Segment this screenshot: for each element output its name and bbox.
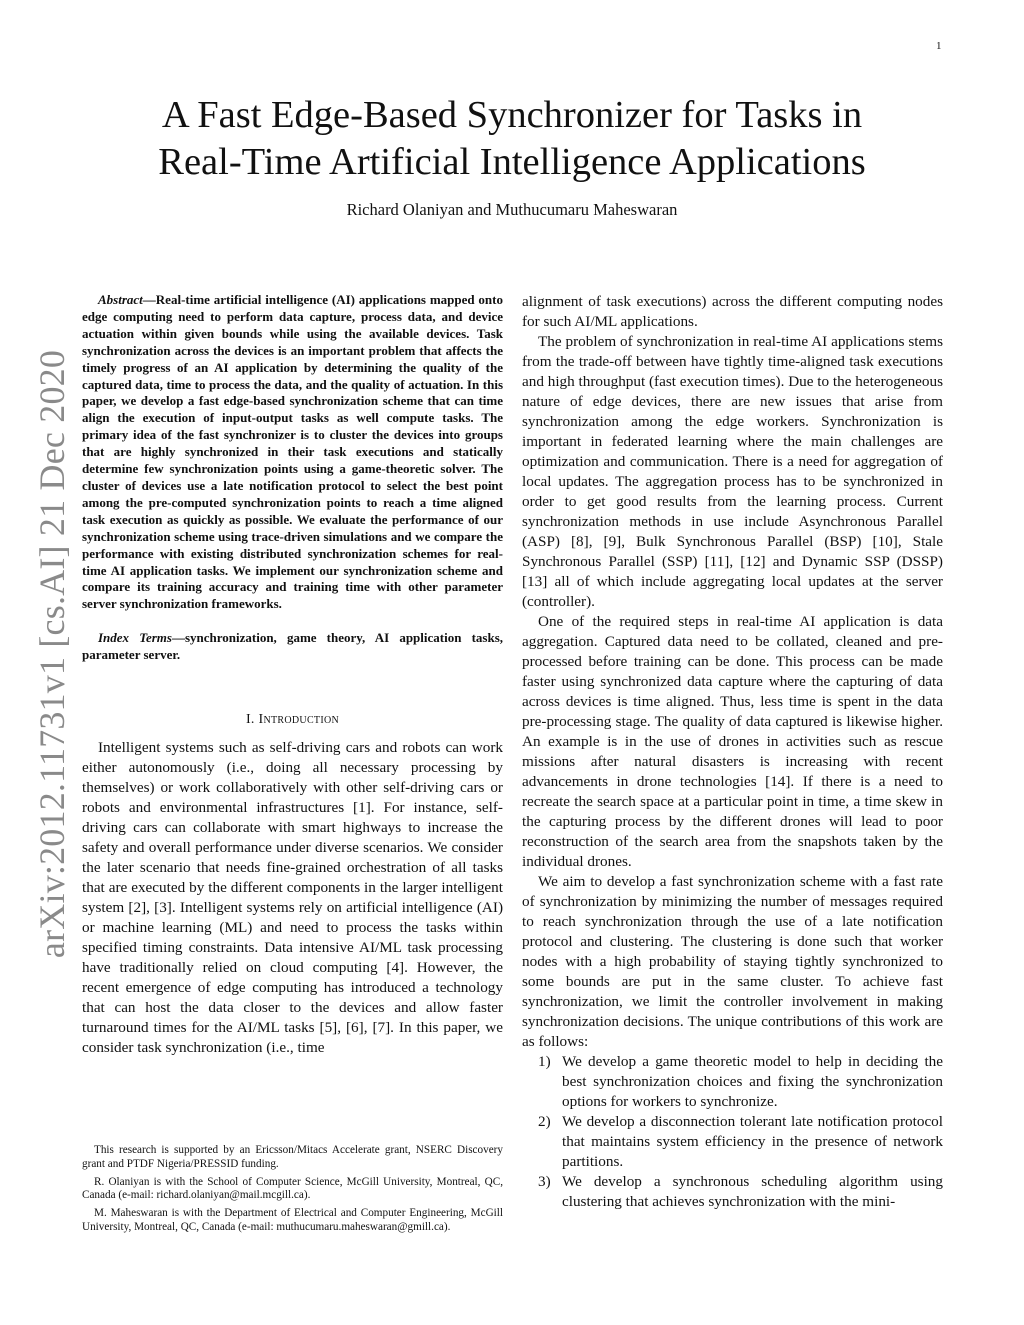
intro-continuation: alignment of task executions) across the different computing nodes for such AI/ML applications.	[522, 293, 943, 330]
page-number: 1	[936, 40, 942, 52]
index-terms	[82, 630, 503, 664]
title-line-1: A Fast Edge-Based Synchronizer for Tasks in	[161, 94, 863, 136]
intro-paragraph-1: Intelligent systems such as self-driving cars and robots can work either autonomously (i.e., doing all necessary processing by themselves) or work collaboratively with other self-driving cars or robots and environmental infrastructures [1]. For instance, self-driving cars can collaborate with smart highways to increase the safety and overall performance under diverse scenarios. We consider the later scenario that needs fine-grained orchestration of all tasks that are executed by the different components in the larger intelligent system [2], [3]. Intelligent systems rely on artificial intelligence (AI) or machine learning (ML) and need to process the tasks within specified timing constraints. Data intensive AI/ML task processing have traditionally relied on cloud computing [4]. However, the recent emergence of edge computing has introduced a technology that can host the data closer to the devices and allow faster turnaround times for the AI/ML tasks [5], [6], [7]. In this paper, we consider task synchronization (i.e., time	[82, 739, 503, 1057]
left-column	[82, 292, 503, 1058]
section-number: I.	[245, 712, 259, 728]
abstract	[82, 292, 503, 613]
contribution-list	[522, 1052, 943, 1212]
list-item-number: 2)	[538, 1113, 551, 1130]
footnote-author-2: M. Maheswaran is with the Department of Electrical and Computer Engineering, McGill University, Montreal, QC, Canada (e-mail: muthucumaru.maheswaran@gmill.ca).	[82, 1207, 503, 1233]
abstract-text: —Real-time artificial intelligence (AI) applications mapped onto edge computing need to perform data capture, process data, and device actuation within given bounds while using the available devices. Task synchronization across the devices is an important problem that affects the timely progress of an AI application by determining the quality of the captured data, time to process the data, and the quality of actuation. In this paper, we develop a fast edge-based synchronization scheme that can time align the execution of input-output tasks as well compute tasks. The primary idea of the fast synchronizer is to cluster the devices into groups that are highly synchronized in their task executions and statically determine few synchronization points using a game-theoretic solver. The cluster of devices use a late notification protocol to select the best point among the pre-computed synchronization points to reach a time aligned task execution as quickly as possible. We evaluate the performance of our synchronization scheme using trace-driven simulations and we compare the performance with existing distributed synchronization schemes for real-time AI application tasks. We implement our synchronization scheme and compare its training accuracy and training time with other parameter server synchronization frameworks.	[82, 292, 503, 612]
list-item-text: We develop a game theoretic model to help in deciding the best synchronization choices and fixing the synchronization options for workers to synchronize.	[562, 1053, 943, 1110]
footnote-author-1: R. Olaniyan is with the School of Computer Science, McGill University, Montreal, QC, Canada (e-mail: richard.olaniyan@mail.mcgill.ca).	[82, 1175, 503, 1202]
list-item-text: We develop a disconnection tolerant late notification protocol that maintains system efficiency in the presence of network partitions.	[562, 1113, 943, 1170]
list-item	[522, 1052, 943, 1112]
footnotes	[82, 1144, 503, 1239]
list-item-text: We develop a synchronous scheduling algorithm using clustering that achieves synchronization with the mini-	[562, 1173, 943, 1210]
index-terms-label: Index Terms	[98, 630, 172, 646]
title-line-2: Real-Time Artificial Intelligence Applications	[158, 141, 866, 183]
paper-title	[0, 92, 1024, 186]
intro-paragraph-2: The problem of synchronization in real-time AI applications stems from the trade-off between have tightly time-aligned task executions and high throughput (fast execution times). Due to the heterogeneous nature of edge devices, there are new issues that arise from synchronization among the edge workers. Synchronization is important in federated learning where the main challenges are optimization and communication. There is a need for aggregation of local updates. The aggregation process has to be synchronized in order to get good results from the learning process. Current synchronization methods in use include Asynchronous Parallel (ASP) [8], [9], Bulk Synchronous Parallel (BSP) [10], Stale Synchronous Parallel (SSP) [11], [12] and Dynamic SSP (DSSP) [13] all of which include aggregating local updates at the server (controller).	[522, 333, 943, 610]
footnote-funding: This research is supported by an Ericsson/Mitacs Accelerate grant, NSERC Discovery grant and PTDF Nigeria/PRESSID funding.	[82, 1144, 503, 1170]
list-item-number: 1)	[538, 1053, 551, 1070]
abstract-label: Abstract	[98, 292, 143, 307]
intro-paragraph-4: We aim to develop a fast synchronization scheme with a fast rate of synchronization by minimizing the number of messages required to reach synchronization through the use of a late notification protocol and clustering. The clustering is done such that worker nodes with a high probability of staying tightly synchronized to some bounds are put in the same cluster. To achieve fast synchronization, we limit the controller involvement in making synchronization decisions. The unique contributions of this work are as follows:	[522, 873, 943, 1050]
list-item-number: 3)	[538, 1173, 551, 1190]
arxiv-stamp-text: arXiv:2012.11731v1 [cs.AI] 21 Dec 2020	[32, 349, 72, 959]
right-column	[522, 292, 943, 1212]
list-item	[522, 1112, 943, 1172]
list-item	[522, 1172, 943, 1212]
section-title: Introduction	[258, 712, 340, 728]
index-terms-text: —synchronization, game theory, AI application tasks, parameter server.	[82, 630, 503, 663]
intro-paragraph-3: One of the required steps in real-time AI application is data aggregation. Captured data need to be collated, cleaned and pre-processed before training can be done. This process can be made faster using synchronized data capture where the capturing of data across devices is time aligned. Thus, less time is spent in the data pre-processing stage. The quality of data captured is likewise higher. An example is in the use of drones in activities such as rescue missions after natural disasters is increasing with recent advancements in drone technologies [14]. If there is a need to recreate the search space at a particular point in time, a time skew in the capturing process by the different drones will lead to poor reconstruction of the search area from the snapshots taken by the individual drones.	[522, 613, 943, 870]
author-list: Richard Olaniyan and Muthucumaru Maheswaran	[346, 200, 678, 219]
section-heading	[82, 712, 503, 728]
